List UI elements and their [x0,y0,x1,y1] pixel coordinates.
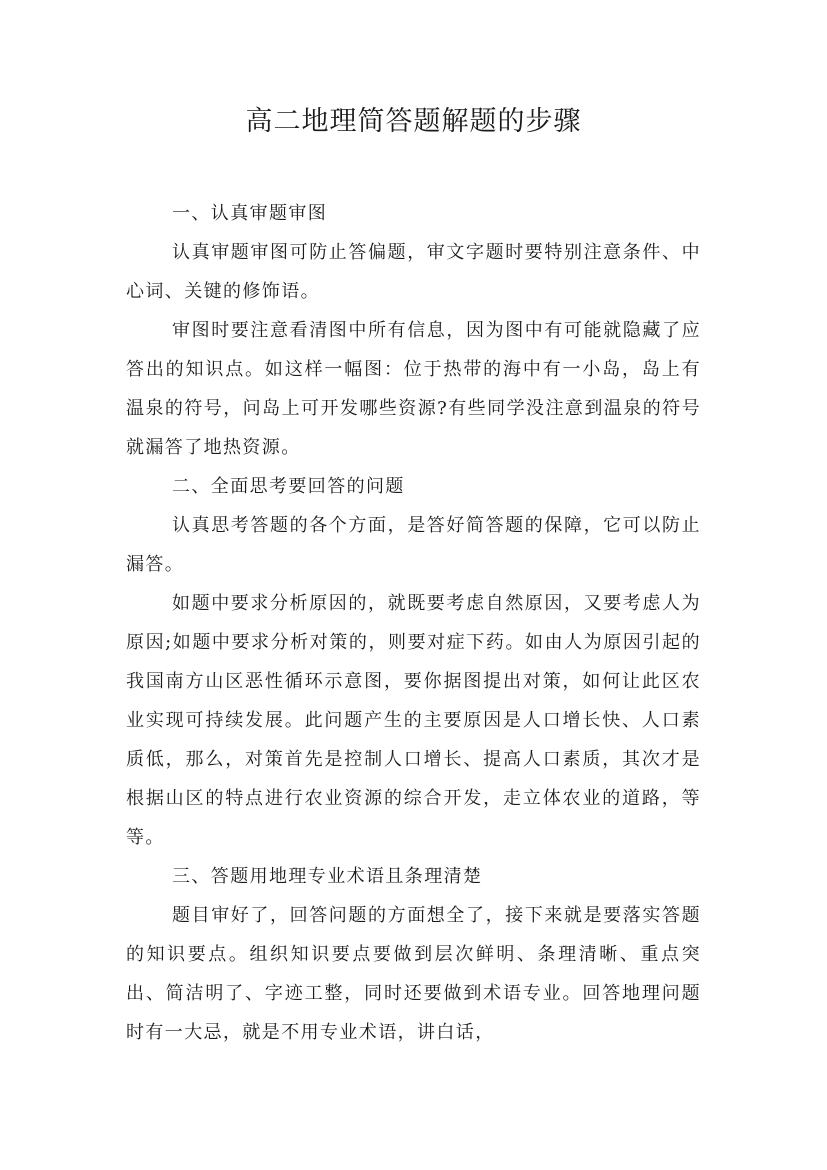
document-title: 高二地理简答题解题的步骤 [245,106,582,137]
paragraph: 审图时要注意看清图中所有信息，因为图中有可能就隐藏了应答出的知识点。如这样一幅图：位于热带的海中有一小岛，岛上有温泉的符号，问岛上可开发哪些资源?有些同学没注意到温泉的符号就漏答了地热资源。 [126,320,701,458]
document-body [126,194,701,1052]
section-heading-3: 三、答题用地理专业术语且条理清楚 [172,866,483,887]
paragraph: 认真思考答题的各个方面，是答好简答题的保障，它可以防止漏答。 [126,515,701,575]
paragraph: 题目审好了，回答问题的方面想全了，接下来就是要落实答题的知识要点。组织知识要点要做到层次鲜明、条理清晰、重点突出、简洁明了、字迹工整，同时还要做到术语专业。回答地理问题时有一大忌，就是不用专业术语，讲白话， [126,905,701,1043]
paragraph: 认真审题审图可防止答偏题，审文字题时要特别注意条件、中心词、关键的修饰语。 [126,242,701,302]
paragraph: 如题中要求分析原因的，就既要考虑自然原因，又要考虑人为原因;如题中要求分析对策的，则要对症下药。如由人为原因引起的我国南方山区恶性循环示意图，要你据图提出对策，如何让此区农业实现可持续发展。此问题产生的主要原因是人口增长快、人口素质低，那么，对策首先是控制人口增长、提高人口素质，其次才是根据山区的特点进行农业资源的综合开发，走立体农业的道路，等等。 [126,593,701,848]
section-heading-1: 一、认真审题审图 [172,203,328,224]
section-heading-2: 二、全面思考要回答的问题 [172,476,405,497]
